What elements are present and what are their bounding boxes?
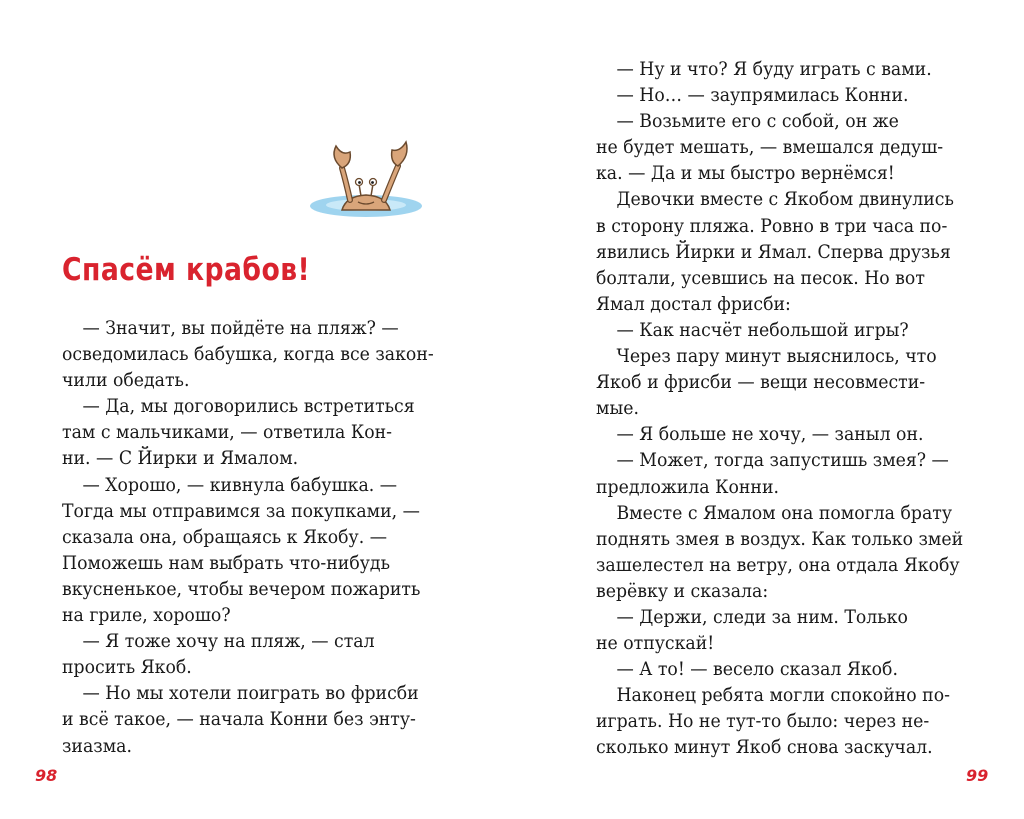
right-page-text [596,57,976,762]
text-line: — Но мы хотели поиграть во фрисби [82,683,419,705]
text-line: Ямал достал фрисби: [596,293,791,315]
text-line: Вместе с Ямалом она помогла брату [616,502,953,524]
text-line: зиазма. [62,735,132,757]
chapter-title: Спасём крабов! [62,252,311,288]
text-line: — Хорошо, — кивнула бабушка. — [82,474,398,496]
text-line: на гриле, хорошо? [62,605,231,627]
text-line: — Я больше не хочу, — заныл он. [616,424,924,446]
text-line: — Держи, следи за ним. Только [616,606,908,628]
text-line: зашелестел на ветру, она отдала Якобу [596,554,960,576]
text-line: — Но… — заупрямилась Конни. [616,85,909,107]
text-line: Наконец ребята могли спокойно по- [616,685,950,707]
text-line: верёвку и сказала: [596,580,769,602]
text-line: Поможешь нам выбрать что-нибудь [62,552,390,574]
text-line: — Как насчёт небольшой игры? [616,319,909,341]
text-line: — А то! — весело сказал Якоб. [616,659,898,681]
text-line: болтали, усевшись на песок. Но вот [596,267,925,289]
page-number-right: 99 [966,766,989,785]
text-line: — Да, мы договорились встретиться [82,396,415,418]
text-line: — Значит, вы пойдёте на пляж? — [82,318,399,339]
text-line: и всё такое, — начала Конни без энту- [62,709,416,731]
right-page [512,0,1024,819]
text-line: предложила Конни. [596,476,779,498]
text-line: там с мальчиками, — ответила Кон- [62,422,392,444]
crab-in-water-icon [306,138,424,222]
text-line: мые. [596,398,639,420]
text-line: — Ну и что? Я буду играть с вами. [616,59,932,80]
left-page-text [62,316,434,760]
text-line: не отпускай! [596,633,715,655]
text-line: осведомилась бабушка, когда все закон- [62,344,434,366]
text-line: — Я тоже хочу на пляж, — стал [82,631,375,653]
text-line: — Возьмите его с собой, он же [616,111,899,133]
text-line: чили обедать. [62,370,190,392]
text-line: ка. — Да и мы быстро вернёмся! [596,163,895,185]
text-line: — Может, тогда запустишь змея? — [616,450,949,472]
text-line: просить Якоб. [62,657,192,679]
page-number-left: 98 [35,766,58,785]
text-line: играть. Но не тут-то было: через не- [596,711,930,733]
text-line: поднять змея в воздух. Как только змей [596,528,964,550]
text-line: в сторону пляжа. Ровно в три часа по- [596,215,948,237]
text-line: явились Йирки и Ямал. Сперва друзья [596,241,951,263]
text-line: вкусненькое, чтобы вечером пожарить [62,578,421,600]
text-line: сказала она, обращаясь к Якобу. — [62,526,388,548]
text-line: Через пару минут выяснилось, что [616,346,937,368]
text-line: ни. — С Йирки и Ямалом. [62,448,299,470]
text-line: Тогда мы отправимся за покупками, — [62,500,420,522]
text-line: Якоб и фрисби — вещи несовмести- [596,372,926,394]
text-line: не будет мешать, — вмешался дедуш- [596,137,944,159]
text-line: сколько минут Якоб снова заскучал. [596,737,933,759]
text-line: Девочки вместе с Якобом двинулись [616,189,954,211]
